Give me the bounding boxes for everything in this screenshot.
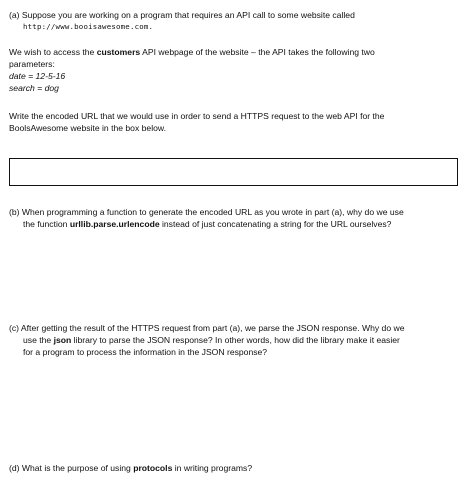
urlencode-keyword: urllib.parse.urlencode (69, 219, 160, 229)
part-a-params-label: parameters: (9, 59, 55, 69)
part-d-line-1-post: in writing programs? (172, 463, 253, 473)
part-c-line-2 (23, 334, 400, 346)
part-d-line-1 (9, 462, 252, 474)
part-c-line-2-pre: use the (23, 335, 54, 345)
part-b-line-1: (b) When programming a function to generate the encoded URL as you wrote in part (a), why do we use (9, 207, 404, 217)
part-a-access-pre: We wish to access the (9, 47, 97, 57)
part-d-line-1-pre: (d) What is the purpose of using (9, 463, 134, 473)
part-a-instruction-1: Write the encoded URL that we would use in order to send a HTTPS request to the web API for the (9, 111, 385, 121)
customers-keyword: customers (96, 47, 141, 57)
part-a-access-line (9, 46, 375, 58)
part-b-line-2-post: instead of just concatenating a string for the URL ourselves? (159, 219, 392, 229)
part-c-line-1: (c) After getting the result of the HTTPS request from part (a), we parse the JSON response. Why do we (9, 323, 405, 333)
part-a-access-post: API webpage of the website – the API takes the following two (140, 47, 375, 57)
part-c-line-2-post: library to parse the JSON response? In other words, how did the library make it easier (71, 335, 400, 345)
protocols-keyword: protocols (133, 463, 173, 473)
part-a-url: http://www.booisawesome.com. (23, 22, 154, 31)
part-c-line-3: for a program to process the information in the JSON response? (23, 347, 268, 357)
part-a-intro: (a) Suppose you are working on a program that requires an API call to some website called (9, 10, 355, 20)
part-b-line-2 (23, 218, 391, 230)
part-a-param-search: search = dog (9, 83, 59, 93)
json-keyword: json (53, 335, 72, 345)
part-b-line-2-pre: the function (23, 219, 70, 229)
answer-box[interactable] (9, 158, 458, 186)
part-a-instruction-2: BoolsAwesome website in the box below. (9, 123, 167, 133)
part-a-param-date: date = 12-5-16 (9, 71, 66, 81)
